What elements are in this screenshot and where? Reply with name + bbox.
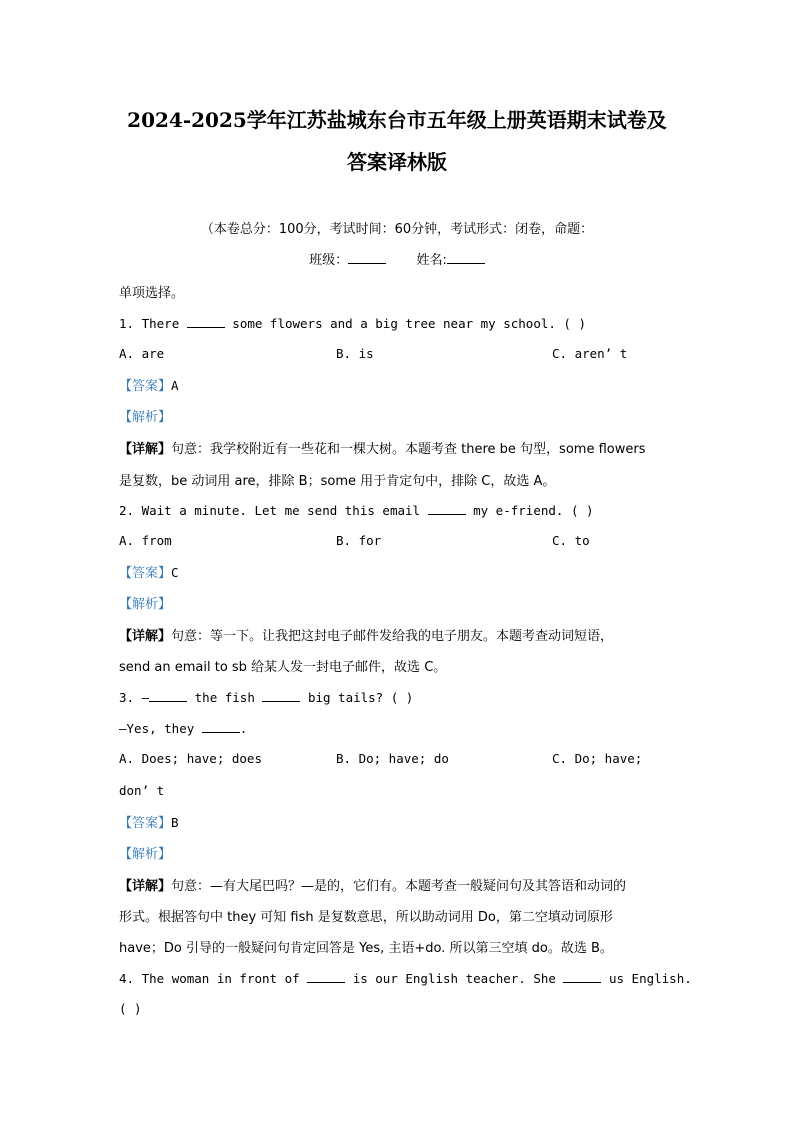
- analysis-tag: 【解析】: [119, 410, 172, 425]
- answer-blank: [149, 689, 187, 702]
- answer-blank: [428, 502, 466, 515]
- detail-text: 句意：等一下。让我把这封电子邮件发给我的电子朋友。本题考查动词短语，: [171, 629, 614, 644]
- analysis-tag: 【解析】: [119, 597, 172, 612]
- question-number: 2.: [119, 503, 135, 518]
- answer-tag: 【答案】: [119, 379, 172, 394]
- question-number: 4.: [119, 971, 135, 986]
- analysis-tag: 【解析】: [119, 847, 172, 862]
- answer-blank: [202, 720, 240, 733]
- question-1-analysis: [119, 406, 171, 425]
- question-3-analysis: [119, 843, 171, 862]
- question-1-option-b: B. is: [336, 346, 374, 361]
- question-3-reply: [119, 720, 247, 736]
- stem-text: There: [141, 316, 180, 331]
- question-3-stem: [119, 689, 413, 705]
- question-2-option-a: A. from: [119, 533, 172, 548]
- stem-text: —: [141, 690, 150, 705]
- class-label: 班级：: [309, 253, 349, 268]
- question-3-detail-line3: have；Do 引导的一般疑问句肯定回答是 Yes, 主语+do. 所以第三空填 do。故选 B。: [119, 941, 613, 956]
- detail-tag: 【详解】: [119, 879, 172, 894]
- question-3-detail-line1: [119, 875, 626, 894]
- question-4-stem-wrap: ( ): [119, 1001, 142, 1016]
- stem-text: big tails? ( ): [307, 690, 414, 705]
- detail-tag: 【详解】: [119, 629, 172, 644]
- stem-text: the fish: [194, 690, 255, 705]
- section-title: 单项选择。: [119, 286, 185, 301]
- exam-info-line: （本卷总分：100分，考试时间：60分钟，考试形式：闭卷，命题：: [200, 222, 594, 237]
- detail-tag: 【详解】: [119, 442, 172, 457]
- stem-text: my e-friend. ( ): [473, 503, 594, 518]
- question-1-answer: [119, 375, 179, 394]
- question-1-detail-line1: [119, 438, 645, 457]
- answer-value: B: [171, 815, 179, 830]
- question-3-option-c-wrap: don’ t: [119, 783, 165, 798]
- answer-value: C: [171, 565, 179, 580]
- question-2-detail-line2: send an email to sb 给某人发一封电子邮件，故选 C。: [119, 660, 447, 675]
- question-3-option-a: A. Does; have; does: [119, 751, 262, 766]
- document-title-line2: 答案译林版: [347, 150, 447, 174]
- answer-blank: [563, 970, 601, 983]
- stem-text: is our English teacher. She: [352, 971, 556, 986]
- answer-value: A: [171, 378, 179, 393]
- answer-blank: [262, 689, 300, 702]
- question-2-option-c: C. to: [552, 533, 590, 548]
- answer-tag: 【答案】: [119, 816, 172, 831]
- question-3-answer: [119, 812, 179, 831]
- stem-text: Wait a minute. Let me send this email: [141, 503, 421, 518]
- student-info-line: [0, 249, 794, 268]
- question-1-option-c: C. aren’ t: [552, 346, 628, 361]
- document-title-line1: 2024-2025学年江苏盐城东台市五年级上册英语期末试卷及: [127, 108, 667, 132]
- question-2-option-b: B. for: [336, 533, 382, 548]
- question-number: 3.: [119, 690, 135, 705]
- question-2-stem: [119, 502, 594, 518]
- detail-text: 句意：我学校附近有一些花和一棵大树。本题考查 there be 句型，some flowers: [171, 442, 646, 457]
- stem-text: —Yes, they: [119, 721, 195, 736]
- question-1-option-a: A. are: [119, 346, 165, 361]
- question-2-analysis: [119, 593, 171, 612]
- class-blank[interactable]: [348, 251, 386, 264]
- answer-blank: [307, 970, 345, 983]
- stem-text: .: [239, 721, 248, 736]
- detail-text: 句意：—有大尾巴吗？—是的，它们有。本题考查一般疑问句及其答语和动词的: [171, 879, 627, 894]
- question-1-detail-line2: 是复数，be 动词用 are，排除 B；some 用于肯定句中，排除 C，故选 A。: [119, 474, 556, 489]
- question-2-detail-line1: [119, 625, 613, 644]
- name-blank[interactable]: [447, 251, 485, 264]
- answer-blank: [187, 315, 225, 328]
- stem-text: us English.: [608, 971, 692, 986]
- answer-tag: 【答案】: [119, 566, 172, 581]
- stem-text: The woman in front of: [141, 971, 300, 986]
- question-3-detail-line2: 形式。根据答句中 they 可知 fish 是复数意思，所以助动词用 Do，第二空填动词原形: [119, 910, 613, 925]
- question-3-option-b: B. Do; have; do: [336, 751, 449, 766]
- question-1-stem: [119, 315, 586, 331]
- question-3-option-c: C. Do; have;: [552, 751, 643, 766]
- question-number: 1.: [119, 316, 135, 331]
- question-4-stem: [119, 970, 692, 986]
- question-2-answer: [119, 562, 179, 581]
- name-label: 姓名:: [416, 253, 447, 268]
- stem-text: some flowers and a big tree near my school. ( ): [232, 316, 587, 331]
